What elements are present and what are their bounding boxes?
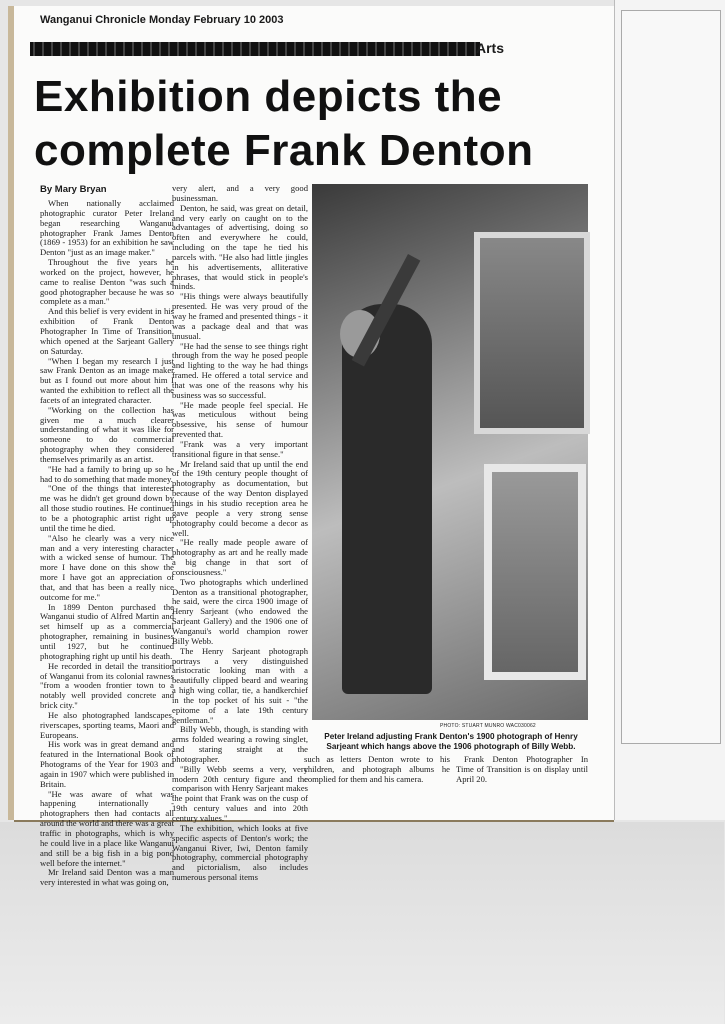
paragraph: "Frank was a very important transitional figure in that sense." <box>172 438 308 459</box>
paragraph: Throughout the five years he worked on the project, however, he came to realise Denton "was such a good photographer because he was so complete as a man." <box>40 257 174 307</box>
photo-caption: Peter Ireland adjusting Frank Denton's 1900 photograph of Henry Sarjeant which hangs above the 1906 photograph of Billy Webb. <box>324 732 578 751</box>
paragraph: such as letters Denton wrote to his children, and photograph albums he complied for them and his camera. <box>304 754 450 784</box>
news-photo <box>312 184 588 720</box>
paragraph: Billy Webb, though, is standing with arms folded wearing a rowing singlet, and staring straight at the photographer. <box>172 724 308 764</box>
paragraph: Mr Ireland said that up until the end of the 19th century people thought of photography as documentation, but because of the way Denton displayed things in his studio reception area he gave people a very strong sense photography could become a decor as well. <box>172 458 308 538</box>
paragraph: "He was aware of what was happening internationally - photographers then had contacts all around the world and there was a great traffic in photographs, which is why he could live in a place like Wanganui and still be a big fish in a big pond well before the internet." <box>40 788 174 868</box>
paragraph: The Henry Sarjeant photograph portrays a very distinguished aristocratic looking man with a beautifully clipped beard and wearing a high wing collar, tie, a handkerchief in the top pocket of his suit - "the epitome of a late 19th century gentleman." <box>172 645 308 725</box>
paragraph: The exhibition, which looks at five specific aspects of Denton's work; the Wanganui River, Iwi, Denton family photography, commercial photography and pictorialism, also includes numerous personal items <box>172 822 308 883</box>
section-label: Arts <box>476 40 505 56</box>
paragraph: "Also he clearly was a very nice man and a very interesting character with a wicked sense of humour. The more I have done on this show the more I have got an appreciation of that, and that has been a really nice outcome for me." <box>40 532 174 602</box>
adjacent-page-edge <box>614 0 725 820</box>
paragraph: "Working on the collection has given me a much clearer understanding of what it was like for someone to do commercial photography when they considered themselves primarily as an artist. <box>40 404 174 464</box>
article-column-1 <box>40 198 174 888</box>
paragraph: And this belief is very evident in his exhibition of Frank Denton Photographer In Time of Transition, which opened at the Sarjeant Gallery on Saturday. <box>40 306 174 356</box>
paragraph: "Billy Webb seems a very, very modern 20th century figure and the comparison with Henry Sarjeant makes the point that Frank was on the cusp of 19th century values and into 20th century values." <box>172 763 308 823</box>
paragraph: "When I began my research I just saw Frank Denton as an image maker but as I found out more about him I wanted the exhibition to reflect all the facets of an integrated character. <box>40 355 174 405</box>
paragraph: "He made people feel special. He was meticulous without being obsessive, his sense of humour prevented that. <box>172 399 308 440</box>
paragraph: He recorded in detail the transition of Wanganui from its colonial rawness "from a wooden frontier town to a notably well provided concrete and brick city." <box>40 660 174 711</box>
paragraph: Two photographs which underlined Denton as a transitional photographer, he said, were the circa 1900 image of Henry Sarjeant (who endowed the Sarjeant Gallery) and the 1906 one of Wanganui's world champion rower Billy Webb. <box>172 576 308 646</box>
billy-webb-portrait <box>484 464 586 680</box>
paragraph: "One of the things that interested me was he didn't get ground down by all those studio routines. He continued to be a photographic artist right up until the time he died. <box>40 483 174 533</box>
section-rule <box>30 42 480 56</box>
henry-sarjeant-portrait <box>474 232 590 434</box>
paragraph: Denton, he said, was great on detail, and very early on caught on to the advantages of advertising, doing so often and everywhere he could, including on the tape he tied his parcels with. "He also had little jingles in his advertisements, alliterative phrases, that would stick in people's minds. <box>172 202 308 292</box>
paragraph: "His things were always beautifully presented. He was very proud of the way he framed and presented things - it was a package deal and that was unusual. <box>172 291 308 341</box>
article-column-2 <box>172 183 308 883</box>
paragraph: "He had a family to bring up so he had to do something that made money. <box>40 463 174 484</box>
adjacent-page-flap <box>621 10 721 744</box>
paragraph: Frank Denton Photographer In Time of Transition is on display until April 20. <box>456 754 588 784</box>
byline: By Mary Bryan <box>40 184 107 195</box>
headline: Exhibition depicts the complete Frank Denton <box>34 72 534 175</box>
paragraph: "He really made people aware of photography as art and he really made a big change in that sort of consciousness." <box>172 537 308 577</box>
paragraph: He also photographed landscapes, riverscapes, sporting teams, Maori and Europeans. <box>40 709 174 740</box>
paragraph: "He had the sense to see things right through from the way he posed people and lighting to the way he had things framed. He offered a total service and that was one of the reasons why his business was so successful. <box>172 340 308 400</box>
paragraph: Mr Ireland said Denton was a man very interested in what was going on, <box>40 867 174 888</box>
paragraph: In 1899 Denton purchased the Wanganui studio of Alfred Martin and set himself up as a commercial photographer, remaining in business until 1927, but he continued photographing right up until his death. <box>40 601 174 661</box>
paragraph: very alert, and a very good businessman. <box>172 183 308 203</box>
article-column-3 <box>304 755 450 795</box>
article-column-4 <box>456 755 588 795</box>
paragraph: When nationally acclaimed photographic curator Peter Ireland began researching Wanganui photographer Frank James Denton (1869 - 1953) for an exhibition he saw Denton "just as an image maker." <box>40 198 174 258</box>
dateline: Wanganui Chronicle Monday February 10 2003 <box>40 14 284 26</box>
photo-credit: PHOTO: STUART MUNRO WAC030062 <box>440 723 536 729</box>
paragraph: His work was in great demand and featured in the International Book of Photograms of the Year for 1903 and again in 1907 which were published in Britain. <box>40 739 174 789</box>
